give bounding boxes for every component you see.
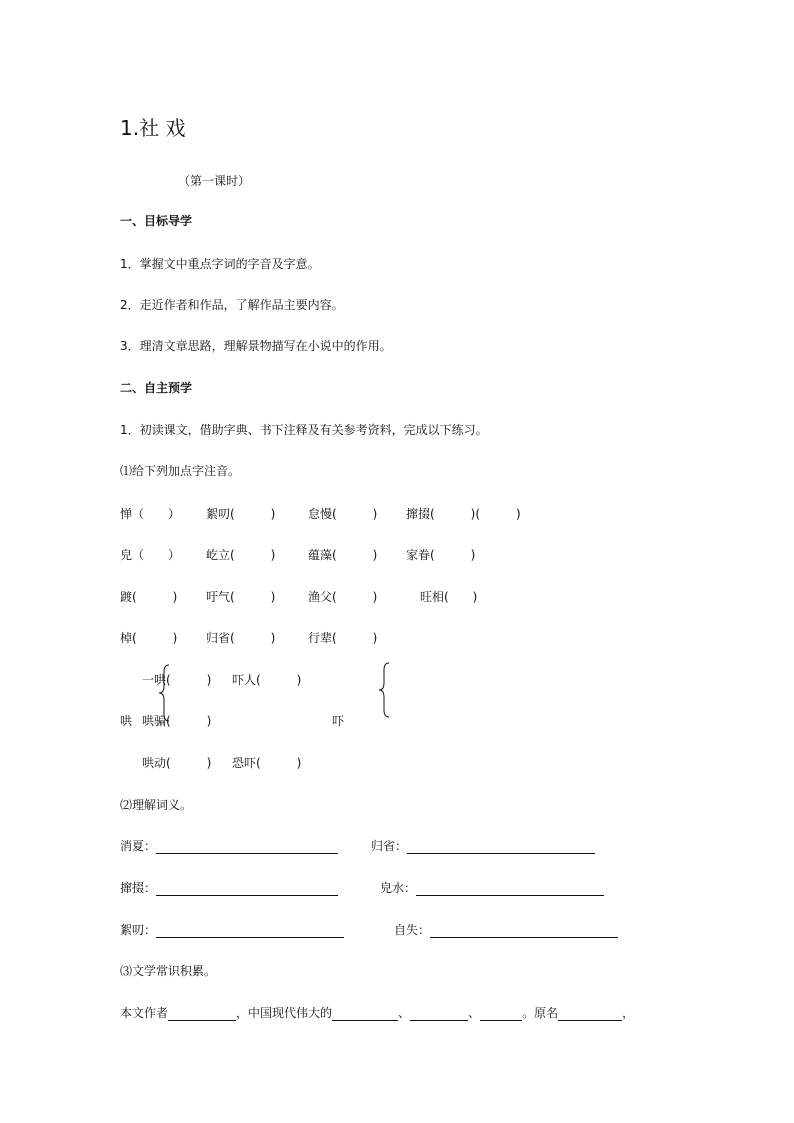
pinyin-item: 蕴藻( ) xyxy=(308,548,378,562)
answer-blank[interactable] xyxy=(407,840,595,854)
preview-intro: 1．初读课文，借助字典、书下注释及有关参考资料，完成以下练习。 xyxy=(120,423,488,437)
vocab-term: 撺掇： xyxy=(120,881,157,895)
pinyin-item: 撺掇( )( ) xyxy=(406,507,521,521)
pinyin-item: 旺相( ) xyxy=(420,590,478,604)
hong-item: 一哄( ) xyxy=(142,673,212,687)
pinyin-item: 怠慢( ) xyxy=(308,507,378,521)
answer-blank[interactable] xyxy=(410,1007,468,1021)
xia-root-char: 吓 xyxy=(332,714,345,728)
answer-blank[interactable] xyxy=(430,924,618,938)
literature-text: 、 xyxy=(398,1006,411,1020)
xia-item: 吓人( ) xyxy=(232,673,302,687)
vocab-term: 皃水： xyxy=(380,881,417,895)
xia-item: 恐吓( ) xyxy=(232,756,302,770)
answer-blank[interactable] xyxy=(168,1007,236,1021)
goal-item: 2．走近作者和作品，了解作品主要内容。 xyxy=(120,298,344,312)
hong-item: 哄动( ) xyxy=(142,756,212,770)
answer-blank[interactable] xyxy=(480,1007,522,1021)
answer-blank[interactable] xyxy=(416,882,604,896)
pinyin-item: 屹立( ) xyxy=(206,548,276,562)
pinyin-item: 渔父( ) xyxy=(308,590,378,604)
vocab-item xyxy=(371,837,595,854)
vocab-term: 消夏： xyxy=(120,839,157,853)
vocab-item xyxy=(380,879,604,896)
literature-text: 本文作者 xyxy=(120,1006,169,1020)
goal-item: 3．理清文章思路，理解景物描写在小说中的作用。 xyxy=(120,339,392,353)
pinyin-item: 踱( ) xyxy=(120,590,178,604)
hong-item: 哄骗( ) xyxy=(142,714,212,728)
left-brace-icon xyxy=(158,664,172,722)
section-heading-goals: 一、目标导学 xyxy=(120,214,193,228)
literature-text: 。原名 xyxy=(522,1006,559,1020)
question-literature: ⑶文学常识积累。 xyxy=(120,964,217,978)
literature-text: ， xyxy=(622,1006,635,1020)
vocab-term: 絮叨： xyxy=(120,923,157,937)
pinyin-item: 行辈( ) xyxy=(308,631,378,645)
literature-line xyxy=(120,1004,634,1021)
vocab-term: 自失： xyxy=(394,923,431,937)
question-pinyin: ⑴给下列加点字注音。 xyxy=(120,464,241,478)
answer-blank[interactable] xyxy=(156,882,338,896)
pinyin-item: 吁气( ) xyxy=(206,590,276,604)
goal-item: 1．掌握文中重点字词的字音及字意。 xyxy=(120,257,320,271)
answer-blank[interactable] xyxy=(332,1007,398,1021)
answer-blank[interactable] xyxy=(156,924,344,938)
vocab-term: 归省： xyxy=(371,839,408,853)
hong-root-char: 哄 xyxy=(120,714,133,728)
section-heading-preview: 二、自主预学 xyxy=(120,381,193,395)
page-title: 1.社 戏 xyxy=(120,116,186,140)
pinyin-item: 絮叨( ) xyxy=(206,507,276,521)
vocab-item xyxy=(120,921,344,938)
literature-text: 、 xyxy=(468,1006,481,1020)
lesson-subtitle: （第一课时） xyxy=(178,174,251,188)
vocab-item xyxy=(120,837,338,854)
vocab-item xyxy=(394,921,618,938)
question-vocab: ⑵理解词义。 xyxy=(120,798,193,812)
pinyin-item: 惮（ ） xyxy=(120,507,181,521)
pinyin-item: 归省( ) xyxy=(206,631,276,645)
answer-blank[interactable] xyxy=(156,840,338,854)
literature-text: ，中国现代伟大的 xyxy=(236,1006,333,1020)
left-brace-icon xyxy=(378,662,392,718)
answer-blank[interactable] xyxy=(558,1007,622,1021)
pinyin-item: 皃（ ） xyxy=(120,548,181,562)
pinyin-item: 棹( ) xyxy=(120,631,178,645)
vocab-item xyxy=(120,879,338,896)
pinyin-item: 家眷( ) xyxy=(406,548,476,562)
